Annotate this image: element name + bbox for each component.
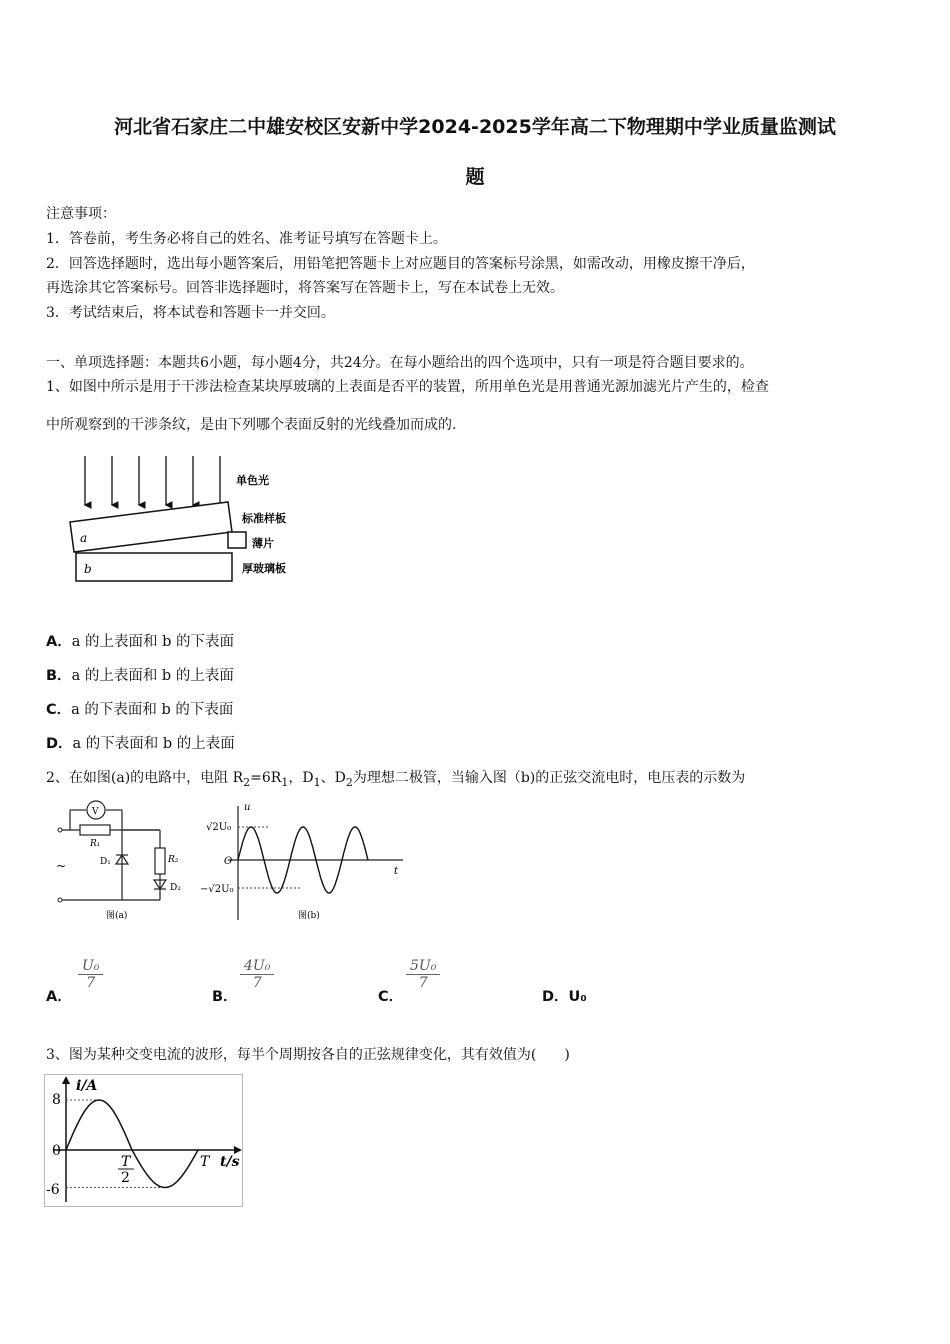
- q2-option-b-fraction: $\frac{\text{4U₀}}{7}$: [240, 958, 274, 991]
- q2-option-a-fraction: $\frac{\text{U₀}}{7}$: [78, 958, 103, 991]
- q2-option-d[interactable]: D．U₀: [542, 989, 587, 1005]
- label-standard-plate: 标准样板: [242, 512, 286, 525]
- label-b: b: [84, 562, 92, 576]
- origin: O: [224, 856, 233, 867]
- q3-current-waveform-chart: [44, 1074, 244, 1208]
- chart-frame: [45, 1075, 243, 1207]
- tick-half-num: T: [121, 1154, 131, 1170]
- tick-half-den: 2: [121, 1170, 130, 1186]
- q2-sine-figure-b: [198, 800, 408, 925]
- tick-8: 8: [52, 1092, 61, 1108]
- q2-text: 2、在如图(a)的电路中，电阻 $R_2=6R_1$，$D_1$、$D_2$为理想二极管，当输入图（b)的正弦交流电时，电压表的示数为: [46, 770, 746, 789]
- section-heading: 一、单项选择题：本题共6小题，每小题4分，共24分。在每小题给出的四个选项中，只有一项是符合题目要求的。: [46, 355, 754, 371]
- thin-sheet: [228, 532, 246, 548]
- label-v: V: [92, 807, 99, 817]
- q3-text: 3、图为某种交变电流的波形，每半个周期按各自的正弦规律变化，其有效值为( ): [46, 1047, 570, 1063]
- resistor-r2: [155, 848, 165, 874]
- q1-interference-figure: [60, 450, 320, 590]
- label-a: a: [80, 531, 88, 545]
- page-title-continued: 题: [465, 166, 485, 188]
- label-thin-sheet: 薄片: [252, 537, 274, 550]
- notice-item-3: 3．考试结束后，将本试卷和答题卡一并交回。: [46, 305, 335, 321]
- axis-i-label: i/A: [76, 1078, 98, 1094]
- tick-0: 0: [52, 1143, 61, 1159]
- axis-u: u: [244, 802, 251, 813]
- label-r1: R₁: [90, 839, 101, 849]
- thick-glass-plate: [76, 553, 232, 581]
- axis-t-label: t/s: [220, 1154, 240, 1170]
- q1-text-continued: 中所观察到的干涉条纹，是由下列哪个表面反射的光线叠加而成的.: [46, 417, 457, 433]
- pos-peak: √2U₀: [206, 822, 232, 833]
- q1-option-a[interactable]: A．a 的上表面和 b 的下表面: [46, 634, 234, 650]
- notice-heading: 注意事项：: [46, 206, 116, 222]
- q1-text: 1、如图中所示是用于干涉法检查某块厚玻璃的上表面是否平的装置，所用单色光是用普通光源加滤光片产生的，检查: [46, 379, 769, 395]
- q2-option-c-fraction: $\frac{\text{5U₀}}{7}$: [406, 958, 440, 991]
- label-glass-plate: 厚玻璃板: [242, 562, 286, 575]
- caption-b: 图(b): [298, 911, 320, 921]
- label-d2: D₂: [170, 883, 181, 893]
- label-r2: R₂: [168, 855, 179, 865]
- q2-option-c[interactable]: C．: [378, 989, 404, 1005]
- neg-peak: −√2U₀: [200, 884, 234, 895]
- q2-option-b[interactable]: B．: [212, 989, 238, 1005]
- standard-plate: [70, 502, 232, 552]
- notice-item-2-continued: 再选涂其它答案标号。回答非选择题时，将答案写在答题卡上，写在本试卷上无效。: [46, 280, 564, 296]
- notice-item-2: 2．回答选择题时，选出每小题答案后，用铅笔把答题卡上对应题目的答案标号涂黑，如需改动，用橡皮擦干净后，: [46, 256, 755, 272]
- q2-circuit-figure-a: [46, 800, 206, 925]
- q1-option-c[interactable]: C．a 的下表面和 b 的下表面: [46, 702, 234, 718]
- label-source: ~: [56, 859, 67, 873]
- label-d1: D₁: [100, 857, 111, 867]
- q1-option-b[interactable]: B．a 的上表面和 b 的上表面: [46, 668, 234, 684]
- q2-option-a[interactable]: A．: [46, 989, 72, 1005]
- tick-period: T: [200, 1154, 210, 1170]
- caption-a: 图(a): [106, 911, 128, 921]
- q1-option-d[interactable]: D．a 的下表面和 b 的上表面: [46, 736, 235, 752]
- resistor-r1: [80, 825, 110, 835]
- tick-neg6: -6: [46, 1182, 60, 1198]
- page-title: 河北省石家庄二中雄安校区安新中学2024-2025学年高二下物理期中学业质量监测试: [114, 116, 836, 138]
- label-monochromatic-light: 单色光: [236, 474, 269, 487]
- axis-t: t: [394, 866, 399, 877]
- notice-item-1: 1．答卷前，考生务必将自己的姓名、准考证号填写在答题卡上。: [46, 231, 447, 247]
